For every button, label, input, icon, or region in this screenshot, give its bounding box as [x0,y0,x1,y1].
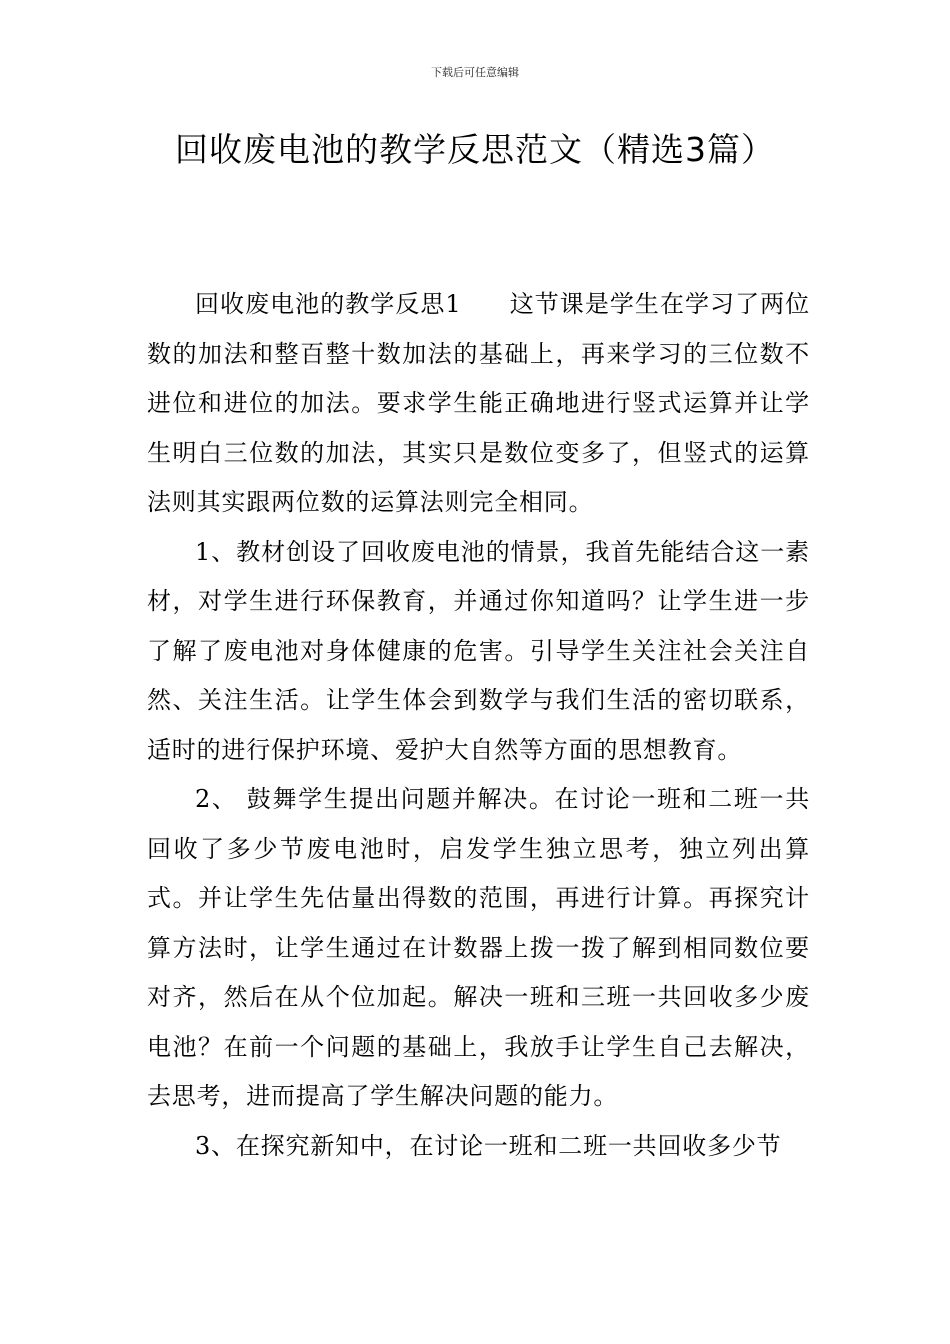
body-paragraph-1: 1、教材创设了回收废电池的情景，我首先能结合这一素材，对学生进行环保教育，并通过你知道吗？让学生进一步了解了废电池对身体健康的危害。引导学生关注社会关注自然、关注生活。让学生体会到数学与我们生活的密切联系，适时的进行保护环境、爱护大自然等方面的思想教育。 [147,537,810,764]
section-intro-text: 这节课是学生在学习了两位数的加法和整百整十数加法的基础上，再来学习的三位数不进位和进位的加法。要求学生能正确地进行竖式运算并让学生明白三位数的加法，其实只是数位变多了，但竖式的运算法则其实跟两位数的运算法则完全相同。 [147,290,810,516]
section-heading: 回收废电池的教学反思1 [195,290,462,318]
document-title: 回收废电池的教学反思范文（精选3篇） [175,130,775,169]
section-intro-paragraph [147,280,810,528]
body-paragraph-2: 2、 鼓舞学生提出问题并解决。在讨论一班和二班一共回收了多少节废电池时，启发学生独立思考，独立列出算式。并让学生先估量出得数的范围，再进行计算。再探究计算方法时，让学生通过在计数器上拨一拨了解到相同数位要对齐，然后在从个位加起。解决一班和三班一共回收多少废电池？在前一个问题的基础上，我放手让学生自己去解决，去思考，进而提高了学生解决问题的能力。 [147,785,810,1110]
document-body [147,280,810,1171]
body-paragraph-3: 3、在探究新知中，在讨论一班和二班一共回收多少节 [195,1131,782,1160]
page-header-note: 下载后可任意编辑 [431,66,519,79]
